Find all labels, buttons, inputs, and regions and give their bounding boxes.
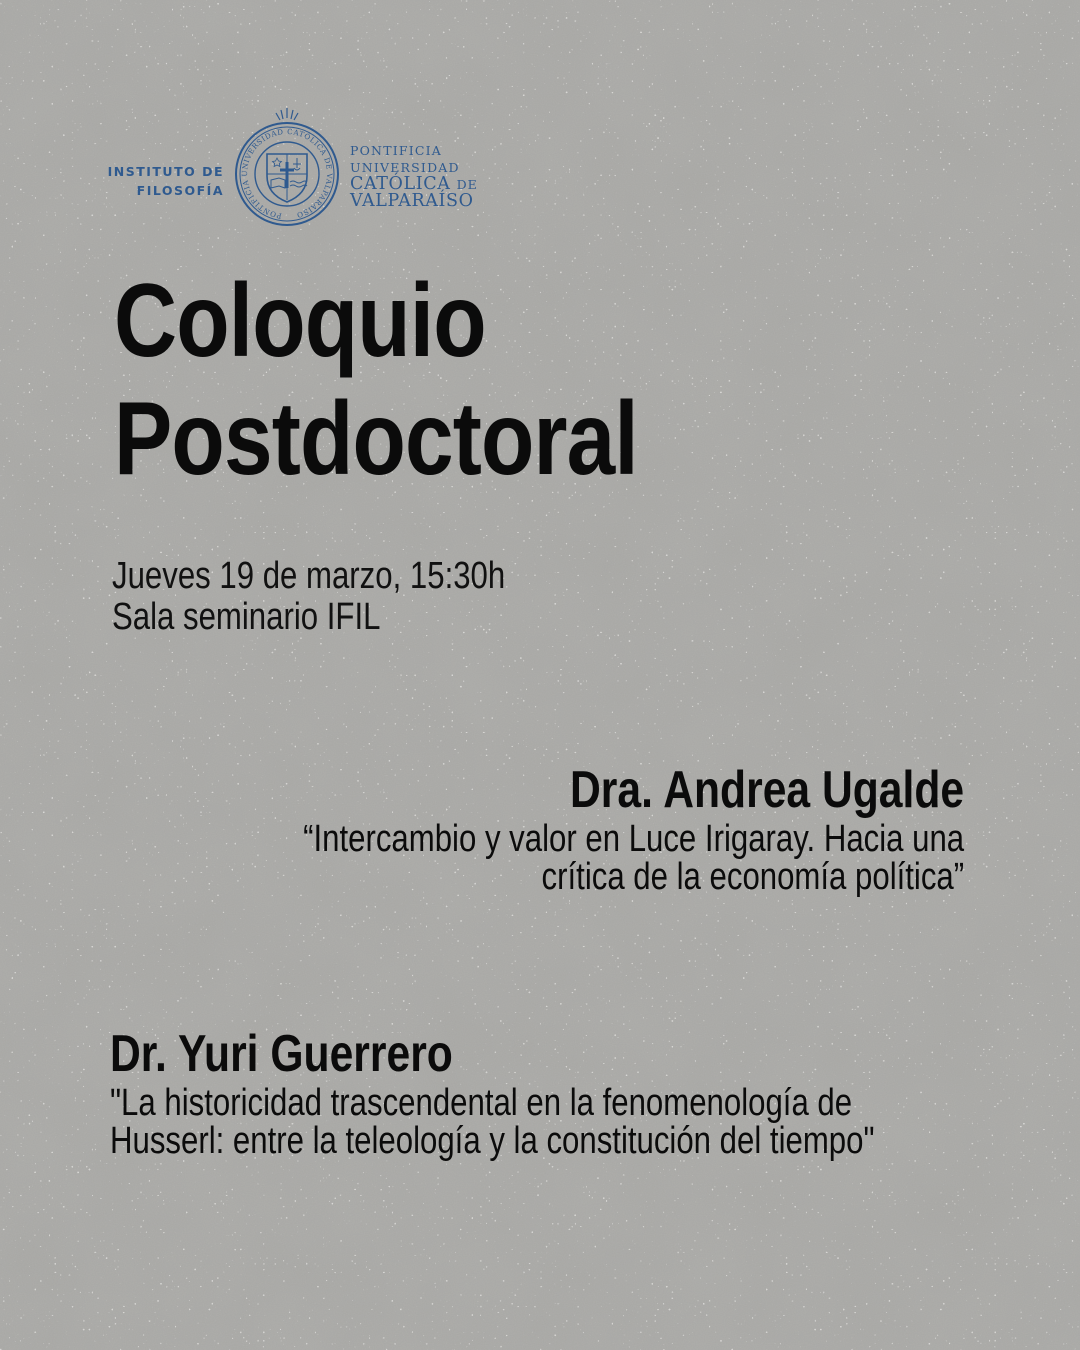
speaker-name: Dra. Andrea Ugalde — [569, 761, 964, 819]
university-line-3-suffix: DE — [456, 177, 478, 192]
university-line-3-main: CATÓLICA — [350, 174, 451, 194]
university-line-1: PONTIFICIA — [350, 143, 443, 158]
event-title — [114, 262, 638, 498]
speaker-block-2 — [110, 1024, 875, 1160]
institute-line-1: INSTITUTO DE — [107, 164, 224, 179]
talk-title-line-1: “Intercambio y valor en Luce Irigaray. Hacia una — [302, 818, 964, 860]
university-name — [350, 142, 478, 210]
seal-text: PONTIFICIA UNIVERSIDAD CATÓLICA DE VALPARAÍSO — [239, 126, 335, 221]
talk-title-line-2: Husserl: entre la teleología y la constitución del tiempo" — [110, 1120, 875, 1162]
event-location: Sala seminario IFIL — [112, 596, 381, 638]
title-line-1: Coloquio — [114, 263, 486, 379]
university-line-2: UNIVERSIDAD — [350, 160, 460, 175]
speaker-block-1 — [303, 760, 964, 896]
title-line-2: Postdoctoral — [114, 381, 638, 497]
event-date-time: Jueves 19 de marzo, 15:30h — [112, 555, 506, 597]
header — [0, 0, 1080, 240]
institute-name — [108, 162, 224, 200]
speaker-name: Dr. Yuri Guerrero — [110, 1025, 453, 1083]
university-line-4: VALPARAÍSO — [350, 191, 474, 211]
talk-title-line-2: crítica de la economía política” — [541, 856, 964, 898]
talk-title-line-1: "La historicidad trascendental en la fenomenología de — [110, 1082, 853, 1124]
event-info — [112, 556, 505, 638]
university-seal-icon — [235, 106, 339, 230]
institute-line-2: FILOSOFÍA — [136, 183, 224, 198]
